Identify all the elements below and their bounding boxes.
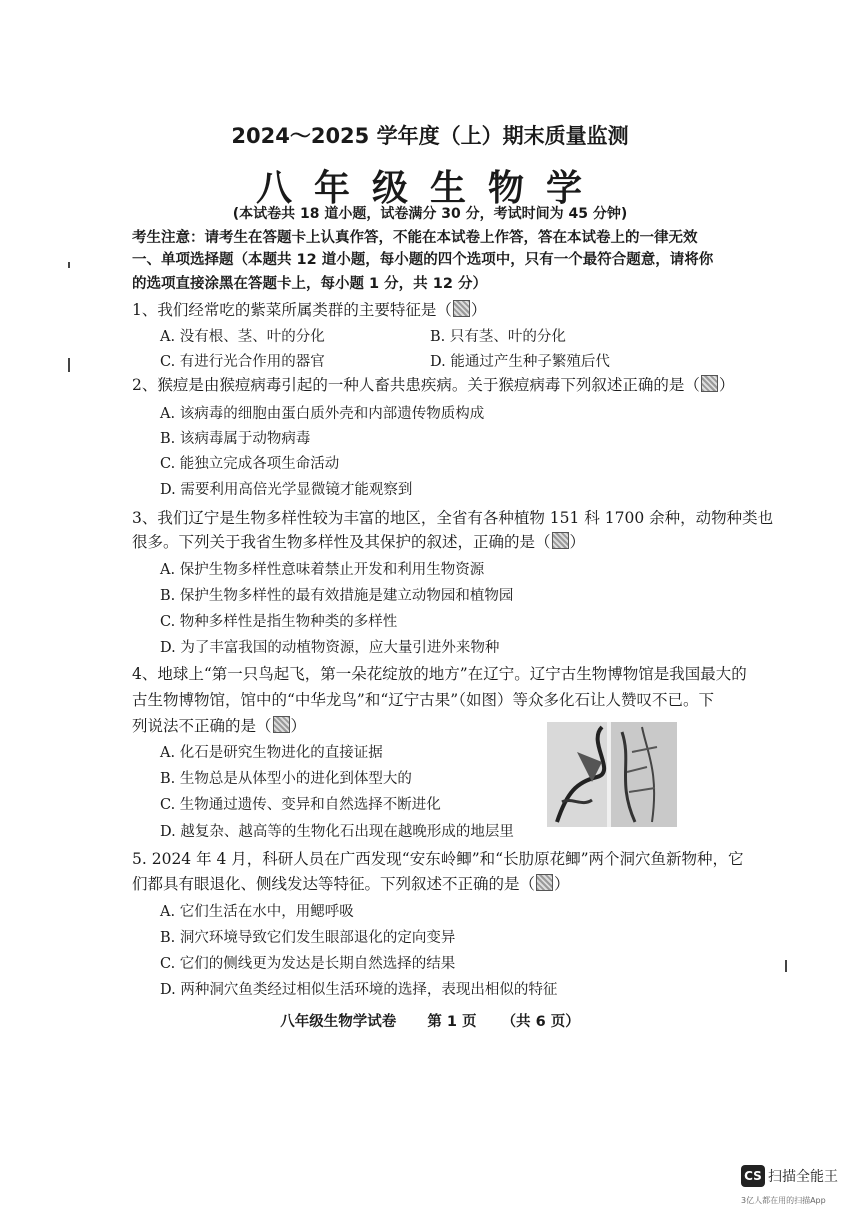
page-number: 第 1 页 [427,1014,477,1030]
question-2-option-d: D. 需要利用高倍光学显微镜才能观察到 [160,482,413,498]
subject-title: 八年级生物学 [255,168,604,209]
question-5-option-a: A. 它们生活在水中，用鳃呼吸 [160,904,354,920]
fossil-photo [547,722,677,827]
question-3-stem-line-1: 3、我们辽宁是生物多样性较为丰富的地区，全省有各种植物 151 科 1700 余种，动物种类也 [132,509,774,527]
answer-box-icon [552,532,569,549]
question-3-option-b: B. 保护生物多样性的最有效措施是建立动物园和植物园 [160,588,514,604]
question-3-stem [132,530,585,552]
section-heading-line-2: 的选项直接涂黑在答题卡上，每小题 1 分，共 12 分） [132,276,487,292]
answer-box-icon [273,716,290,733]
camscanner-logo-icon: CS [741,1165,765,1187]
question-2-stem-tail: ） [718,376,735,394]
answer-box-icon [453,300,470,317]
question-1-stem-text: 1、我们经常吃的紫菜所属类群的主要特征是（ [132,301,452,319]
question-4-stem-line-2: 古生物博物馆，馆中的“中华龙鸟”和“辽宁古果”（如图）等众多化石让人赞叹不已。下 [132,691,714,709]
question-1-stem-tail: ） [470,301,487,319]
question-3-option-d: D. 为了丰富我国的动植物资源，应大量引进外来物种 [160,640,500,656]
question-1-option-b: B. 只有茎、叶的分化 [430,329,566,345]
answer-box-icon [536,874,553,891]
question-5-option-b: B. 洞穴环境导致它们发生眼部退化的定向变异 [160,930,456,946]
question-1-stem [132,298,486,320]
scan-mark [785,960,787,972]
question-4-option-c: C. 生物通过遗传、变异和自然选择不断进化 [160,797,441,813]
question-2-option-b: B. 该病毒属于动物病毒 [160,431,311,447]
question-5-stem-text: 们都具有眼退化、侧线发达等特征。下列叙述不正确的是（ [132,875,536,893]
question-1-option-a: A. 没有根、茎、叶的分化 [160,329,325,345]
answer-box-icon [701,375,718,392]
question-2-option-a: A. 该病毒的细胞由蛋白质外壳和内部遗传物质构成 [160,406,485,422]
question-5-stem-line-1: 5. 2024 年 4 月，科研人员在广西发现“安东岭鲫”和“长肋原花鲫”两个洞穴鱼新物种，它 [132,850,744,868]
question-4-option-a: A. 化石是研究生物进化的直接证据 [160,745,383,761]
exam-notice: 考生注意：请考生在答题卡上认真作答，不能在本试卷上作答，答在本试卷上的一律无效 [132,230,698,246]
camscanner-tagline: 3亿人都在用的扫描App [741,1196,826,1205]
question-3-option-c: C. 物种多样性是指生物种类的多样性 [160,614,398,630]
paper-name: 八年级生物学试卷 [280,1014,397,1030]
question-4-stem-line-1: 4、地球上“第一只鸟起飞，第一朵花绽放的地方”在辽宁。辽宁古生物博物馆是我国最大的 [132,665,747,683]
question-5-option-d: D. 两种洞穴鱼类经过相似生活环境的选择，表现出相似的特征 [160,982,558,998]
page-total: （共 6 页） [501,1014,580,1030]
question-5-stem-tail: ） [554,875,570,893]
question-4-option-b: B. 生物总是从体型小的进化到体型大的 [160,771,412,787]
page-footer [0,1010,860,1031]
exam-title: 2024～2025 学年度（上）期末质量监测 [231,124,629,148]
question-3-stem-tail: ） [569,533,586,551]
question-5-stem [132,872,570,894]
question-1-option-d: D. 能通过产生种子繁殖后代 [430,354,610,370]
section-heading-line-1: 一、单项选择题（本题共 12 道小题，每小题的四个选项中，只有一个最符合题意，请将你 [132,252,714,268]
exam-info: (本试卷共 18 道小题，试卷满分 30 分，考试时间为 45 分钟) [232,206,628,222]
question-2-option-c: C. 能独立完成各项生命活动 [160,456,340,472]
scan-mark [68,358,70,372]
question-5-option-c: C. 它们的侧线更为发达是长期自然选择的结果 [160,956,456,972]
question-2-stem-text: 2、猴痘是由猴痘病毒引起的一种人畜共患疾病。关于猴痘病毒下列叙述正确的是（ [132,376,700,394]
question-3-stem-text: 很多。下列关于我省生物多样性及其保护的叙述，正确的是（ [132,533,551,551]
question-4-stem-tail: ） [290,717,307,735]
camscanner-name: 扫描全能王 [768,1169,838,1185]
scan-mark [68,262,70,268]
question-4-stem-text: 列说法不正确的是（ [132,717,272,735]
question-4-stem [132,714,306,736]
question-4-option-d: D. 越复杂、越高等的生物化石出现在越晚形成的地层里 [160,824,514,840]
fossil-image [547,722,677,827]
question-1-option-c: C. 有进行光合作用的器官 [160,354,325,370]
question-2-stem [132,373,734,395]
question-3-option-a: A. 保护生物多样性意味着禁止开发和利用生物资源 [160,562,485,578]
